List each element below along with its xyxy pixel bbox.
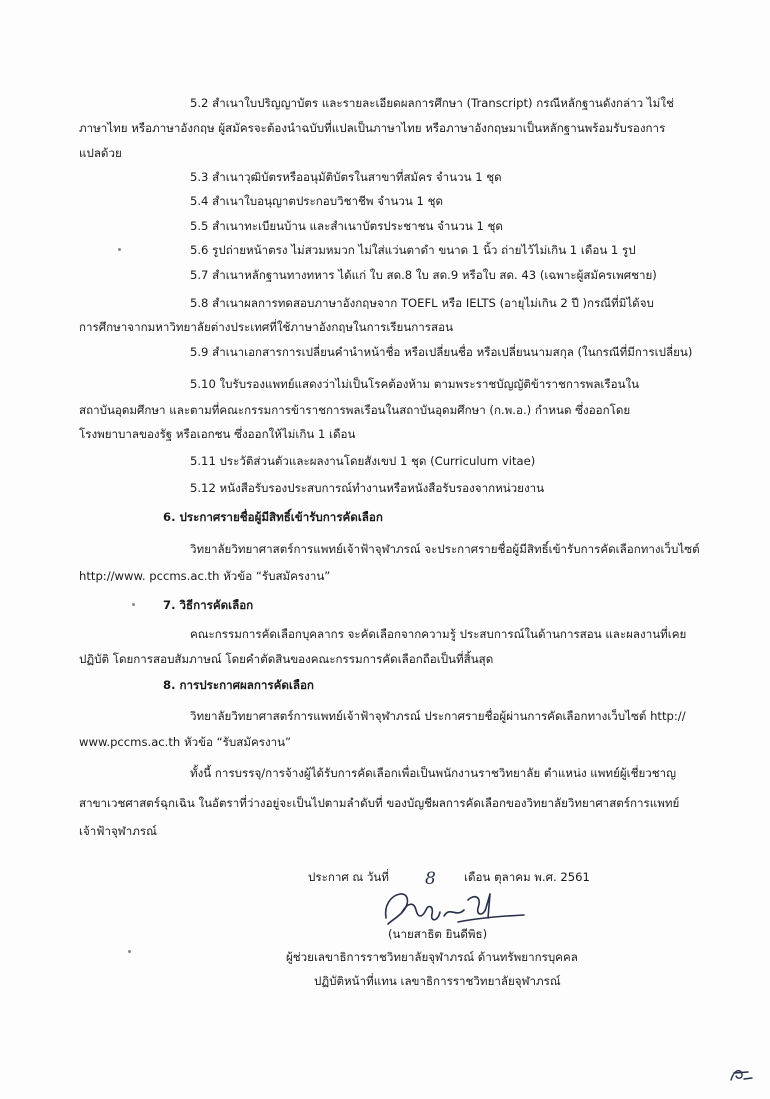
section-7-line-1: คณะกรรมการคัดเลือกบุคลากร จะคัดเลือกจากความรู้ ประสบการณ์ในด้านการสอน และผลงานที่เคย [190,627,687,641]
initials-mark-icon [728,1064,754,1084]
item-5-10-line-3: โรงพยาบาลของรัฐ หรือเอกชน ซึ่งออกให้ไม่เกิน 1 เดือน [79,427,356,441]
section-7-heading: 7. วิธีการคัดเลือก [163,598,254,612]
section-6-line-1: วิทยาลัยวิทยาศาสตร์การแพทย์เจ้าฟ้าจุฬาภรณ์ จะประกาศรายชื่อผู้มีสิทธิ์เข้ารับการคัดเลือกทางเว็บไซต์ [190,542,700,556]
announcement-day: 8 [425,869,436,889]
section-6-heading: 6. ประกาศรายชื่อผู้มีสิทธิ์เข้ารับการคัดเลือก [163,510,383,524]
item-5-4: 5.4 สำเนาใบอนุญาตประกอบวิชาชีพ จำนวน 1 ชุด [190,194,444,208]
section-6-line-2: http://www. pccms.ac.th หัวข้อ “รับสมัครงาน” [79,569,331,583]
scan-speck [118,248,121,251]
section-7-line-2: ปฏิบัติ โดยการสอบสัมภาษณ์ โดยคำตัดสินของคณะกรรมการคัดเลือกถือเป็นที่สิ้นสุด [79,652,494,666]
closing-line-3: เจ้าฟ้าจุฬาภรณ์ [79,824,157,838]
section-8-line-1: วิทยาลัยวิทยาศาสตร์การแพทย์เจ้าฟ้าจุฬาภรณ์ ประกาศรายชื่อผู้ผ่านการคัดเลือกทางเว็บไซต์ http:// [190,709,686,723]
item-5-10-line-1: 5.10 ใบรับรองแพทย์แสดงว่าไม่เป็นโรคต้องห้าม ตามพระราชบัญญัติข้าราชการพลเรือนใน [190,377,640,391]
item-5-11: 5.11 ประวัติส่วนตัวและผลงานโดยสังเขป 1 ชุด (Curriculum vitae) [190,454,536,468]
scan-speck [128,950,131,953]
signatory-acting: ปฏิบัติหน้าที่แทน เลขาธิการราชวิทยาลัยจุฬาภรณ์ [314,974,561,988]
scan-speck [132,603,135,606]
section-8-heading: 8. การประกาศผลการคัดเลือก [163,678,314,692]
item-5-8-line-2: การศึกษาจากมหาวิทยาลัยต่างประเทศที่ใช้ภาษาอังกฤษในการเรียนการสอน [79,320,453,334]
item-5-12: 5.12 หนังสือรับรองประสบการณ์ทำงานหรือหนังสือรับรองจากหน่วยงาน [190,481,545,495]
signatory-name: (นายสาธิต ยินดีพิธ) [388,927,488,941]
item-5-3: 5.3 สำเนาวุฒิบัตรหรืออนุมัติบัตรในสาขาที่สมัคร จำนวน 1 ชุด [190,170,502,184]
item-5-9: 5.9 สำเนาเอกสารการเปลี่ยนคำนำหน้าชื่อ หรือเปลี่ยนชื่อ หรือเปลี่ยนนามสกุล (ในกรณีที่มีการเปลี่ยน) [190,345,693,359]
item-5-8-line-1: 5.8 สำเนาผลการทดสอบภาษาอังกฤษจาก TOEFL หรือ IELTS (อายุไม่เกิน 2 ปี )กรณีที่มิได้จบ [190,296,654,310]
signatory-position: ผู้ช่วยเลขาธิการราชวิทยาลัยจุฬาภรณ์ ด้านทรัพยากรบุคคล [286,950,578,964]
closing-line-2: สาขาเวชศาสตร์ฉุกเฉิน ในอัตราที่ว่างอยู่จะเป็นไปตามลำดับที่ ของบัญชีผลการคัดเลือกของวิทยาลัยวิทยาศาสตร์การแพทย์ [79,796,680,810]
item-5-2-line-1: 5.2 สำเนาใบปริญญาบัตร และรายละเอียดผลการศึกษา (Transcript) กรณีหลักฐานดังกล่าว ไม่ใช่ [190,96,674,110]
section-8-line-2: www.pccms.ac.th หัวข้อ “รับสมัครงาน” [79,735,292,749]
item-5-2-line-3: แปลด้วย [79,146,122,160]
announcement-suffix: เดือน ตุลาคม พ.ศ. 2561 [464,870,590,884]
item-5-10-line-2: สถาบันอุดมศึกษา และตามที่คณะกรรมการข้าราชการพลเรือนในสถาบันอุดมศึกษา (ก.พ.อ.) กำหนด ซึ่งออกโดย [79,403,631,417]
signature-icon [378,888,528,930]
announcement-prefix: ประกาศ ณ วันที่ [308,870,389,884]
closing-line-1: ทั้งนี้ การบรรจุ/การจ้างผู้ได้รับการคัดเลือกเพื่อเป็นพนักงานราชวิทยาลัย ตำแหน่ง แพทย์ผู้เชี่ยวชาญ [190,766,677,780]
item-5-7: 5.7 สำเนาหลักฐานทางทหาร ได้แก่ ใบ สด.8 ใบ สด.9 หรือใบ สด. 43 (เฉพาะผู้สมัครเพศชาย) [190,268,657,282]
item-5-2-line-2: ภาษาไทย หรือภาษาอังกฤษ ผู้สมัครจะต้องนำฉบับที่แปลเป็นภาษาไทย หรือภาษาอังกฤษมาเป็นหลักฐานพร้อมรับรองการ [79,121,666,135]
item-5-6: 5.6 รูปถ่ายหน้าตรง ไม่สวมหมวก ไม่ใส่แว่นตาดำ ขนาด 1 นิ้ว ถ่ายไว้ไม่เกิน 1 เดือน 1 รูป [190,243,636,257]
item-5-5: 5.5 สำเนาทะเบียนบ้าน และสำเนาบัตรประชาชน จำนวน 1 ชุด [190,219,503,233]
